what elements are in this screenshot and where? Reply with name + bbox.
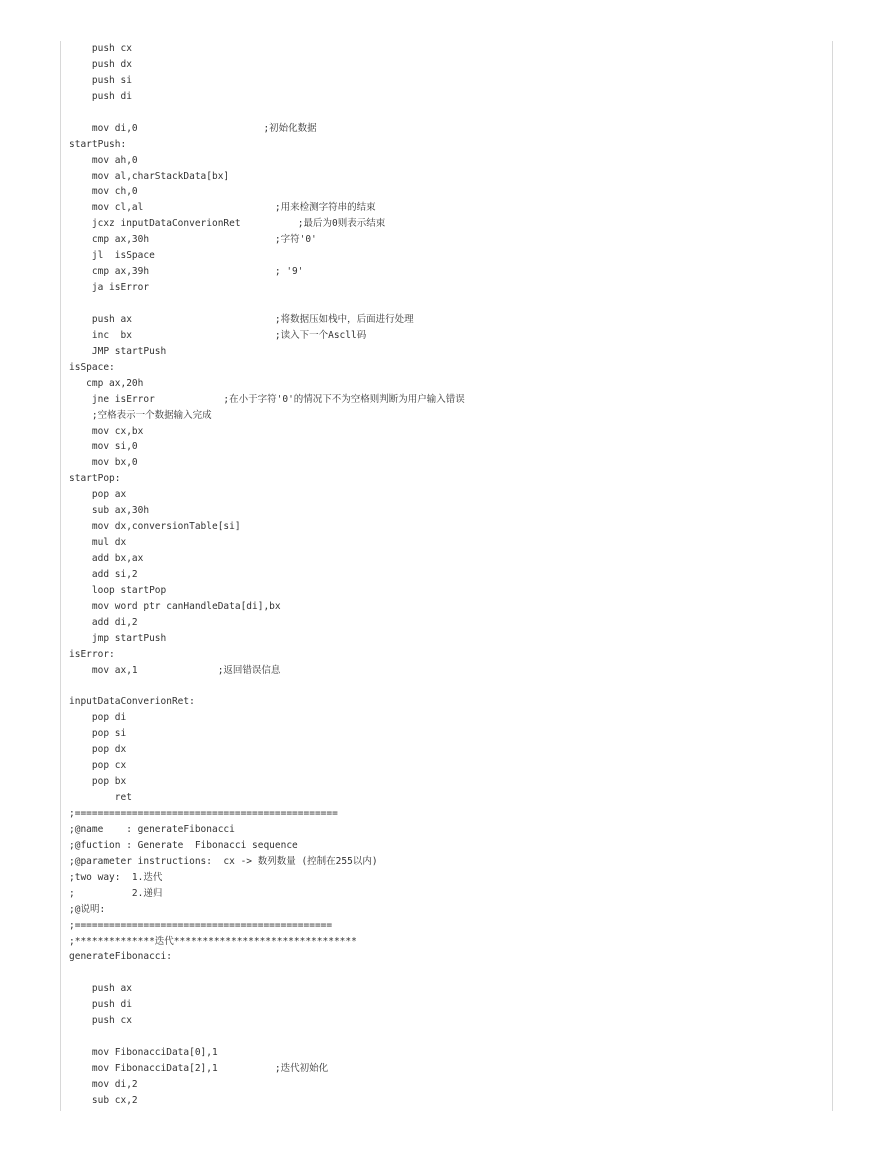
- code-line: inputDataConverionRet:: [69, 696, 195, 708]
- code-line: add di,2: [69, 616, 138, 628]
- code-line: pop dx: [69, 744, 127, 756]
- code-line: generateFibonacci:: [69, 951, 172, 963]
- code-line: ;@fuction : Generate Fibonacci sequence: [69, 839, 298, 851]
- code-line: mov ax,1 ;返回错误信息: [69, 664, 281, 676]
- code-line: mov al,charStackData[bx]: [69, 170, 230, 182]
- code-line: cmp ax,30h ;字符'0': [69, 234, 317, 246]
- code-line: push cx: [69, 43, 132, 54]
- code-line: ; 2.递归: [69, 887, 163, 899]
- code-line: jl isSpace: [69, 250, 155, 262]
- code-line: push si: [69, 74, 132, 86]
- code-line: jne isError ;在小于字符'0'的情况下不为空格则判断为用户输入错误: [69, 393, 465, 405]
- code-line: ;@说明:: [69, 903, 106, 915]
- code-line: ;==============================================: [69, 808, 338, 819]
- code-line: ;@parameter instructions: cx -> 数列数量 (控制在255以内): [69, 855, 378, 867]
- code-listing: [69, 41, 465, 1109]
- code-line: push di: [69, 999, 132, 1011]
- code-line: jcxz inputDataConverionRet ;最后为0则表示结束: [69, 218, 386, 230]
- code-line: push dx: [69, 58, 132, 70]
- code-line: [69, 1029, 465, 1045]
- code-line: mov FibonacciData[2],1 ;迭代初始化: [69, 1063, 329, 1074]
- code-line: pop bx: [69, 776, 127, 788]
- code-line: ;=============================================: [69, 919, 333, 931]
- code-line: push cx: [69, 1015, 132, 1027]
- code-line: mov ch,0: [69, 186, 138, 198]
- code-line: ;**************迭代********************************: [69, 935, 357, 947]
- code-line: push ax: [69, 983, 132, 995]
- code-line: mov dx,conversionTable[si]: [69, 521, 241, 533]
- code-line: ;空格表示一个数据输入完成: [69, 409, 212, 421]
- code-line: add bx,ax: [69, 553, 144, 564]
- code-line: pop cx: [69, 760, 127, 772]
- code-line: startPop:: [69, 473, 121, 485]
- code-line: ;@name : generateFibonacci: [69, 823, 235, 835]
- code-line: mov si,0: [69, 441, 138, 453]
- code-line: push di: [69, 90, 132, 102]
- code-line: inc bx ;读入下一个Ascll码: [69, 329, 367, 341]
- code-line: mov di,0 ;初始化数据: [69, 122, 317, 134]
- code-line: cmp ax,39h ; '9': [69, 266, 304, 278]
- code-line: jmp startPush: [69, 632, 167, 644]
- code-line: mov ah,0: [69, 154, 138, 166]
- code-line: push ax ;将数据压如栈中，后面进行处理: [69, 313, 414, 325]
- code-panel: [60, 41, 833, 1111]
- code-line: isError:: [69, 648, 115, 660]
- code-line: [69, 296, 465, 312]
- code-line: sub ax,30h: [69, 505, 150, 517]
- code-line: startPush:: [69, 138, 127, 150]
- code-line: mov cl,al ;用来检测字符串的结束: [69, 202, 376, 214]
- code-line: [69, 965, 465, 981]
- code-line: JMP startPush: [69, 345, 167, 357]
- code-line: isSpace:: [69, 361, 115, 373]
- code-line: ;two way: 1.迭代: [69, 871, 163, 883]
- code-line: mul dx: [69, 537, 127, 549]
- code-line: ja isError: [69, 282, 150, 294]
- code-line: pop ax: [69, 489, 127, 501]
- code-line: sub cx,2: [69, 1094, 138, 1106]
- code-line: mov word ptr canHandleData[di],bx: [69, 600, 281, 612]
- code-line: [69, 105, 465, 121]
- code-line: ret: [69, 792, 132, 804]
- code-line: mov cx,bx: [69, 425, 144, 437]
- code-line: loop startPop: [69, 584, 167, 596]
- code-line: mov di,2: [69, 1078, 138, 1090]
- code-line: mov bx,0: [69, 457, 138, 469]
- code-line: [69, 679, 465, 695]
- code-line: mov FibonacciData[0],1: [69, 1047, 218, 1059]
- code-line: pop si: [69, 728, 127, 740]
- code-line: cmp ax,20h: [69, 377, 144, 389]
- code-line: pop di: [69, 712, 127, 724]
- code-line: add si,2: [69, 568, 138, 580]
